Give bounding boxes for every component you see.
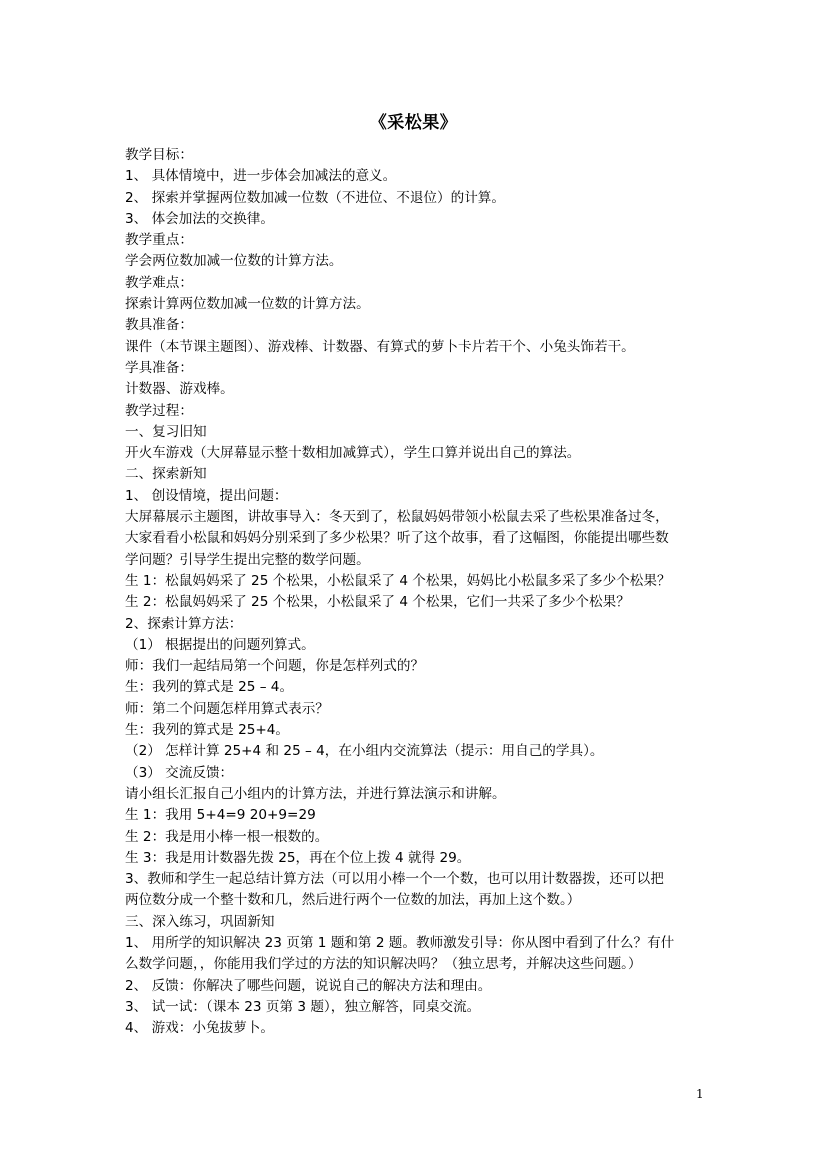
paragraph-line: 2、探索计算方法： bbox=[125, 615, 243, 632]
paragraph-line: 生 3：我是用计数器先拨 25，再在个位上拨 4 就得 29。 bbox=[125, 849, 471, 866]
paragraph-line: 探索计算两位数加减一位数的计算方法。 bbox=[125, 296, 370, 313]
paragraph-line: 生：我列的算式是 25+4。 bbox=[125, 722, 290, 739]
paragraph-line: 生：我列的算式是 25 – 4。 bbox=[125, 679, 294, 696]
section-heading: 三、深入练习，巩固新知 bbox=[125, 913, 275, 930]
paragraph-line: 生 1：我用 5+4=9 20+9=29 bbox=[125, 807, 316, 824]
paragraph-line: 1、 用所学的知识解决 23 页第 1 题和第 2 题。教师激发引导：你从图中看到了什么？有什 bbox=[125, 934, 675, 951]
objective-item: 2、 探索并掌握两位数加减一位数（不进位、不退位）的计算。 bbox=[125, 189, 505, 206]
heading-key-points: 教学重点： bbox=[125, 232, 193, 249]
paragraph-line: 生 1：松鼠妈妈采了 25 个松果，小松鼠采了 4 个松果，妈妈比小松鼠多采了多少个松果？ bbox=[125, 572, 671, 589]
heading-teaching-aids: 教具准备： bbox=[125, 317, 193, 334]
paragraph-line: 么数学问题，，你能用我们学过的方法的知识解决吗？（独立思考，并解决这些问题。） bbox=[125, 956, 642, 973]
paragraph-line: 课件（本节课主题图）、游戏棒、计数器、有算式的萝卜卡片若干个、小兔头饰若干。 bbox=[125, 338, 635, 355]
paragraph-line: （2） 怎样计算 25+4 和 25 – 4，在小组内交流算法（提示：用自己的学具）。 bbox=[125, 743, 604, 760]
section-heading: 二、探索新知 bbox=[125, 466, 207, 483]
objective-item: 1、 具体情境中，进一步体会加减法的意义。 bbox=[125, 168, 397, 185]
paragraph-line: 开火车游戏（大屏幕显示整十数相加减算式），学生口算并说出自己的算法。 bbox=[125, 445, 581, 462]
paragraph-line: 学问题？引导学生提出完整的数学问题。 bbox=[125, 551, 370, 568]
paragraph-line: 3、教师和学生一起总结计算方法（可以用小棒一个一个数，也可以用计数器拨，还可以把 bbox=[125, 871, 664, 888]
paragraph-line: （1） 根据提出的问题列算式。 bbox=[125, 636, 315, 653]
page-number: 1 bbox=[696, 1087, 704, 1101]
paragraph-line: 1、 创设情境，提出问题： bbox=[125, 487, 288, 504]
paragraph-line: 两位数分成一个整十数和几，然后进行两个一位数的加法，再加上这个数。） bbox=[125, 892, 581, 909]
paragraph-line: 学会两位数加减一位数的计算方法。 bbox=[125, 253, 343, 270]
paragraph-line: 师：我们一起结局第一个问题，你是怎样列式的？ bbox=[125, 658, 425, 675]
document-body bbox=[125, 145, 715, 1039]
paragraph-line: 大家看看小松鼠和妈妈分别采到了多少松果？听了这个故事，看了这幅图，你能提出哪些数 bbox=[125, 530, 669, 547]
objective-item: 3、 体会加法的交换律。 bbox=[125, 210, 274, 227]
paragraph-line: 2、 反馈：你解决了哪些问题，说说自己的解决方法和理由。 bbox=[125, 977, 492, 994]
paragraph-line: 4、 游戏：小兔拔萝卜。 bbox=[125, 1020, 274, 1037]
document-title: 《采松果》 bbox=[369, 113, 458, 133]
paragraph-line: （3） 交流反馈： bbox=[125, 764, 234, 781]
heading-learning-aids: 学具准备： bbox=[125, 359, 193, 376]
heading-objectives: 教学目标： bbox=[125, 147, 193, 163]
paragraph-line: 生 2：我是用小棒一根一根数的。 bbox=[125, 828, 329, 845]
paragraph-line: 3、 试一试：（课本 23 页第 3 题），独立解答，同桌交流。 bbox=[125, 998, 481, 1015]
paragraph-line: 计数器、游戏棒。 bbox=[125, 381, 234, 398]
paragraph-line: 请小组长汇报自己小组内的计算方法，并进行算法演示和讲解。 bbox=[125, 785, 506, 802]
section-heading: 一、复习旧知 bbox=[125, 423, 207, 440]
heading-teaching-process: 教学过程： bbox=[125, 402, 193, 419]
paragraph-line: 师：第二个问题怎样用算式表示？ bbox=[125, 700, 329, 717]
paragraph-line: 生 2：松鼠妈妈采了 25 个松果，小松鼠采了 4 个松果，它们一共采了多少个松果？ bbox=[125, 594, 630, 611]
paragraph-line: 大屏幕展示主题图，讲故事导入：冬天到了，松鼠妈妈带领小松鼠去采了些松果准备过冬， bbox=[125, 509, 669, 526]
heading-difficulties: 教学难点： bbox=[125, 274, 193, 291]
